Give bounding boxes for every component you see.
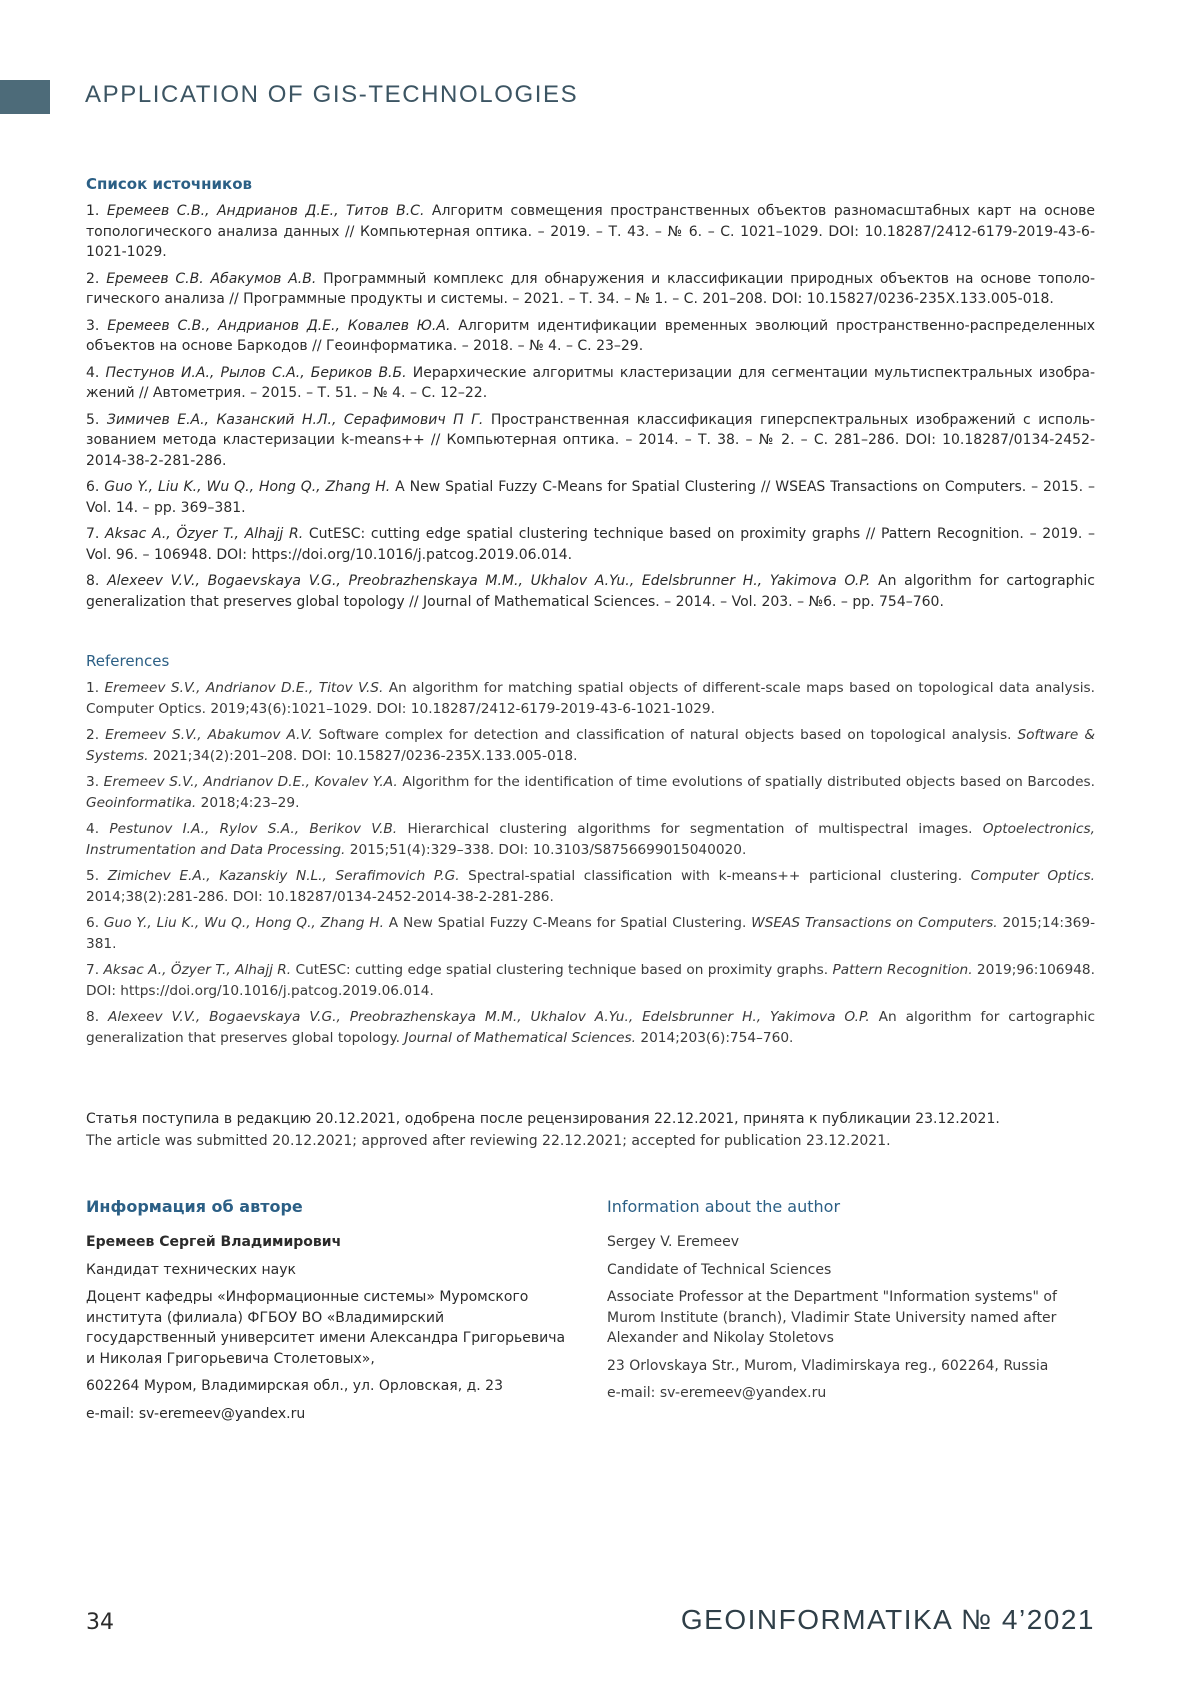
reference-item: 7. Aksac A., Özyer T., Alhajj R. CutESC: cutting edge spatial clustering technique based on proximity graphs // Pattern Recognition. – 2019. – Vol. 96. – 106948. DOI: https://doi.org/10.1016/j.patcog.2019.06.014. xyxy=(86,526,1096,563)
reference-item: 5. Zimichev E.A., Kazanskiy N.L., Serafimovich P.G. Spectral-spatial classification with k-means++ particional clustering. Computer Optics. 2014;38(2):281-286. DOI: 10.18287/0134-2452-2014-38-2-281-286. xyxy=(86,868,1095,905)
journal-title: GEOINFORMATIKA № 4’2021 xyxy=(680,1604,1095,1635)
author-name: Sergey V. Eremeev xyxy=(607,1234,739,1250)
author-address: 602264 Муром, Владимирская обл., ул. Орловская, д. 23 xyxy=(86,1378,503,1394)
en-references-list xyxy=(86,678,1095,1048)
author-degree: Candidate of Technical Sciences xyxy=(607,1261,832,1278)
reference-item: 3. Еремеев С.В., Андрианов Д.Е., Ковалев Ю.А. Алгоритм идентификации временных эволюций пространственно-распределенных объектов на основе Баркодов // Геоинформатика. – 2018. – № 4. – С. 23–29. xyxy=(86,317,1096,354)
submission-note xyxy=(86,1108,1106,1152)
header-accent-bar xyxy=(0,80,50,114)
reference-item: 3. Eremeev S.V., Andrianov D.E., Kovalev Y.A. Algorithm for the identification of time evolutions of spatially distributed objects based on Barcodes. Geoinformatika. 2018;4:23–29. xyxy=(86,774,1096,811)
author-name: Еремеев Сергей Владимирович xyxy=(86,1234,342,1250)
en-references-title: References xyxy=(86,652,170,670)
reference-item: 5. Зимичев Е.А., Казанский Н.Л., Серафимович П Г. Пространственная классификация гиперспектральных изображений с исполь-зованием метода кластеризации k-means++ // Компьютерная оптика. – 2014. – Т. 38. – № 2. – С. 281–286. DOI: 10.18287/0134-2452-2014-38-2-281-286. xyxy=(86,411,1096,469)
reference-item: 4. Pestunov I.A., Rylov S.A., Berikov V.B. Hierarchical clustering algorithms for segmentation of multispectral images. Optoelectronics, Instrumentation and Data Processing. 2015;51(4):329–338. DOI: 10.3103/S8756699015040020. xyxy=(86,821,1096,858)
reference-item: 2. Еремеев С.В. Абакумов А.В. Программный комплекс для обнаружения и классификации природных объектов на основе тополо-гического анализа // Программные продукты и системы. – 2021. – Т. 34. – № 1. – С. 201–208. DOI: 10.15827/0236-235X.133.005-018. xyxy=(86,270,1096,307)
author-info-en-title: Information about the author xyxy=(607,1197,841,1216)
reference-item: 2. Eremeev S.V., Abakumov A.V. Software complex for detection and classification of natural objects based on topological analysis. Software & Systems. 2021;34(2):201–208. DOI: 10.15827/0236-235X.133.005-018. xyxy=(86,727,1096,764)
reference-item: 1. Еремеев С.В., Андрианов Д.Е., Титов В.С. Алгоритм совмещения пространственных объектов разномасштабных карт на основе топологического анализа данных // Компьютерная оптика. – 2019. – Т. 43. – № 6. – С. 1021–1029. DOI: 10.18287/2412-6179-2019-43-6-1021-1029. xyxy=(86,203,1096,260)
author-email: e-mail: sv-eremeev@yandex.ru xyxy=(86,1405,306,1422)
page-number: 34 xyxy=(86,1610,114,1635)
ru-references-section xyxy=(86,173,1095,618)
section-header-title: APPLICATION OF GIS-TECHNOLOGIES xyxy=(85,81,579,108)
ru-references-list xyxy=(86,201,1095,612)
author-info-en xyxy=(607,1196,1097,1411)
submission-note-ru: Статья поступила в редакцию 20.12.2021, одобрена после рецензирования 22.12.2021, принята к публикации 23.12.2021. xyxy=(86,1111,1000,1127)
author-address: 23 Orlovskaya Str., Murom, Vladimirskaya reg., 602264, Russia xyxy=(607,1357,1049,1374)
reference-item: 8. Alexeev V.V., Bogaevskaya V.G., Preobrazhenskaya M.M., Ukhalov A.Yu., Edelsbrunner H., Yakimova O.P. An algorithm for cartographic generalization that preserves global topology // Journal of Mathematical Sciences. – 2014. – Vol. 203. – №6. – pp. 754–760. xyxy=(86,573,1095,610)
reference-item: 7. Aksac A., Özyer T., Alhajj R. CutESC: cutting edge spatial clustering technique based on proximity graphs. Pattern Recognition. 2019;96:106948. DOI: https://doi.org/10.1016/j.patcog.2019.06.014. xyxy=(86,962,1095,999)
reference-item: 1. Eremeev S.V., Andrianov D.E., Titov V.S. An algorithm for matching spatial objects of different-scale maps based on topological data analysis. Computer Optics. 2019;43(6):1021–1029. DOI: 10.18287/2412-6179-2019-43-6-1021-1029. xyxy=(86,680,1095,717)
author-info-ru-title: Информация об авторе xyxy=(86,1197,303,1216)
author-email: e-mail: sv-eremeev@yandex.ru xyxy=(607,1385,827,1401)
ru-references-title: Список источников xyxy=(86,175,253,193)
author-degree: Кандидат технических наук xyxy=(86,1261,296,1278)
author-position: Доцент кафедры «Информационные системы» Муромского института (филиала) ФГБОУ ВО «Владимирский государственный университет имени Александра Григорьевича и Николая Григорьевича Столетовых», xyxy=(86,1289,566,1367)
en-references-section xyxy=(86,650,1095,1054)
reference-item: 8. Alexeev V.V., Bogaevskaya V.G., Preobrazhenskaya M.M., Ukhalov A.Yu., Edelsbrunner H., Yakimova O.P. An algorithm for cartographic generalization that preserves global topology. Journal of Mathematical Sciences. 2014;203(6):754–760. xyxy=(86,1009,1095,1046)
reference-item: 6. Guo Y., Liu K., Wu Q., Hong Q., Zhang H. A New Spatial Fuzzy C-Means for Spatial Clustering. WSEAS Transactions on Computers. 2015;14:369-381. xyxy=(86,915,1096,952)
author-info-ru xyxy=(86,1196,566,1431)
reference-item: 6. Guo Y., Liu K., Wu Q., Hong Q., Zhang H. A New Spatial Fuzzy C-Means for Spatial Clustering // WSEAS Transactions on Computers. – 2015. – Vol. 14. – pp. 369–381. xyxy=(86,479,1096,516)
author-position: Associate Professor at the Department "Information systems" of Murom Institute (branch), Vladimir State University named after Alexander and Nikolay Stoletovs xyxy=(607,1289,1057,1346)
reference-item: 4. Пестунов И.А., Рылов С.А., Бериков В.Б. Иерархические алгоритмы кластеризации для сегментации мультиспектральных изобра-жений // Автометрия. – 2015. – Т. 51. – № 4. – С. 12–22. xyxy=(86,364,1095,401)
submission-note-en: The article was submitted 20.12.2021; approved after reviewing 22.12.2021; accepted for publication 23.12.2021. xyxy=(86,1133,891,1149)
